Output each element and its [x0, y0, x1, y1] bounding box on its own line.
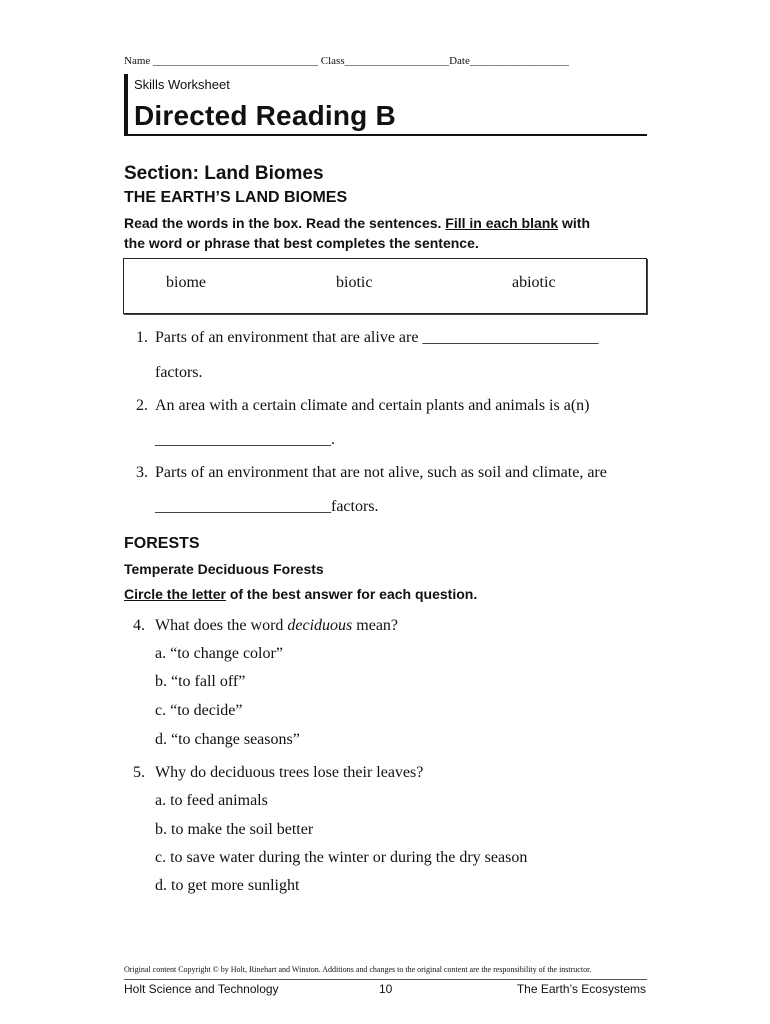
- question-text: Parts of an environment that are not alive, such as soil and climate, are: [155, 464, 607, 481]
- class-label: Class: [320, 55, 345, 67]
- footer-right: The Earth’s Ecosystems: [516, 982, 646, 996]
- answer-option[interactable]: c. “to decide”: [155, 702, 243, 719]
- question-number: 3.: [136, 464, 148, 481]
- footer-rule: [124, 979, 647, 980]
- part2-instructions: [124, 584, 477, 604]
- name-label: Name: [124, 55, 151, 67]
- answer-option[interactable]: b. to make the soil better: [155, 821, 314, 838]
- student-info-line: [124, 55, 569, 67]
- part1-heading: THE EARTH’S LAND BIOMES: [124, 189, 348, 206]
- q4-text-end: mean?: [352, 617, 399, 634]
- instructions-text-end: with: [558, 215, 590, 231]
- answer-option[interactable]: a. to feed animals: [155, 792, 268, 809]
- question-text: Why do deciduous trees lose their leaves?: [155, 764, 424, 781]
- word-bank-item: biome: [166, 274, 206, 291]
- q4-text: What does the word: [155, 617, 288, 634]
- question-number: 5.: [133, 764, 145, 781]
- worksheet-type: Skills Worksheet: [134, 77, 230, 92]
- question-text-cont: factors.: [155, 364, 203, 381]
- copyright-note: Original content Copyright © by Holt, Rinehart and Winston. Additions and changes to the original content are the responsibility of the instructor.: [124, 965, 592, 974]
- question-text: An area with a certain climate and certain plants and animals is a(n): [155, 397, 590, 414]
- answer-option[interactable]: d. to get more sunlight: [155, 877, 300, 894]
- answer-option[interactable]: c. to save water during the winter or during the dry season: [155, 849, 528, 866]
- question-number: 1.: [136, 329, 148, 346]
- date-blank[interactable]: __________________: [469, 55, 569, 67]
- instructions-emphasis: Circle the letter: [124, 586, 226, 602]
- answer-option[interactable]: a. “to change color”: [155, 645, 283, 662]
- q4-term: deciduous: [287, 617, 353, 634]
- question-text: [155, 617, 398, 635]
- answer-option[interactable]: b. “to fall off”: [155, 673, 246, 690]
- question-number: 2.: [136, 397, 148, 414]
- question-text-cont: ______________________factors.: [155, 498, 379, 515]
- answer-option[interactable]: d. “to change seasons”: [155, 731, 300, 748]
- page-number: 10: [379, 982, 393, 996]
- part2-subheading: Temperate Deciduous Forests: [124, 561, 324, 577]
- footer-left: Holt Science and Technology: [124, 982, 279, 996]
- section-title: Section: Land Biomes: [124, 163, 324, 184]
- title-side-bar: [124, 74, 128, 136]
- question-number: 4.: [133, 617, 145, 634]
- word-bank-item: abiotic: [512, 274, 556, 291]
- instructions-line2: the word or phrase that best completes the sentence.: [124, 235, 479, 251]
- instructions-text: Read the words in the box. Read the sentences.: [124, 215, 446, 231]
- date-label: Date: [449, 55, 470, 67]
- instructions-emphasis: Fill in each blank: [445, 215, 559, 231]
- question-text-cont: ______________________.: [155, 431, 335, 448]
- page-title: Directed Reading B: [134, 100, 396, 131]
- name-blank[interactable]: ______________________________: [153, 55, 319, 67]
- question-text: Parts of an environment that are alive are ______________________: [155, 329, 599, 346]
- part1-instructions: [124, 213, 654, 253]
- word-bank-item: biotic: [336, 274, 373, 291]
- class-blank[interactable]: ___________________: [344, 55, 450, 67]
- part2-heading: FORESTS: [124, 535, 200, 552]
- title-underline: [124, 134, 647, 136]
- instructions-text: of the best answer for each question.: [225, 586, 478, 602]
